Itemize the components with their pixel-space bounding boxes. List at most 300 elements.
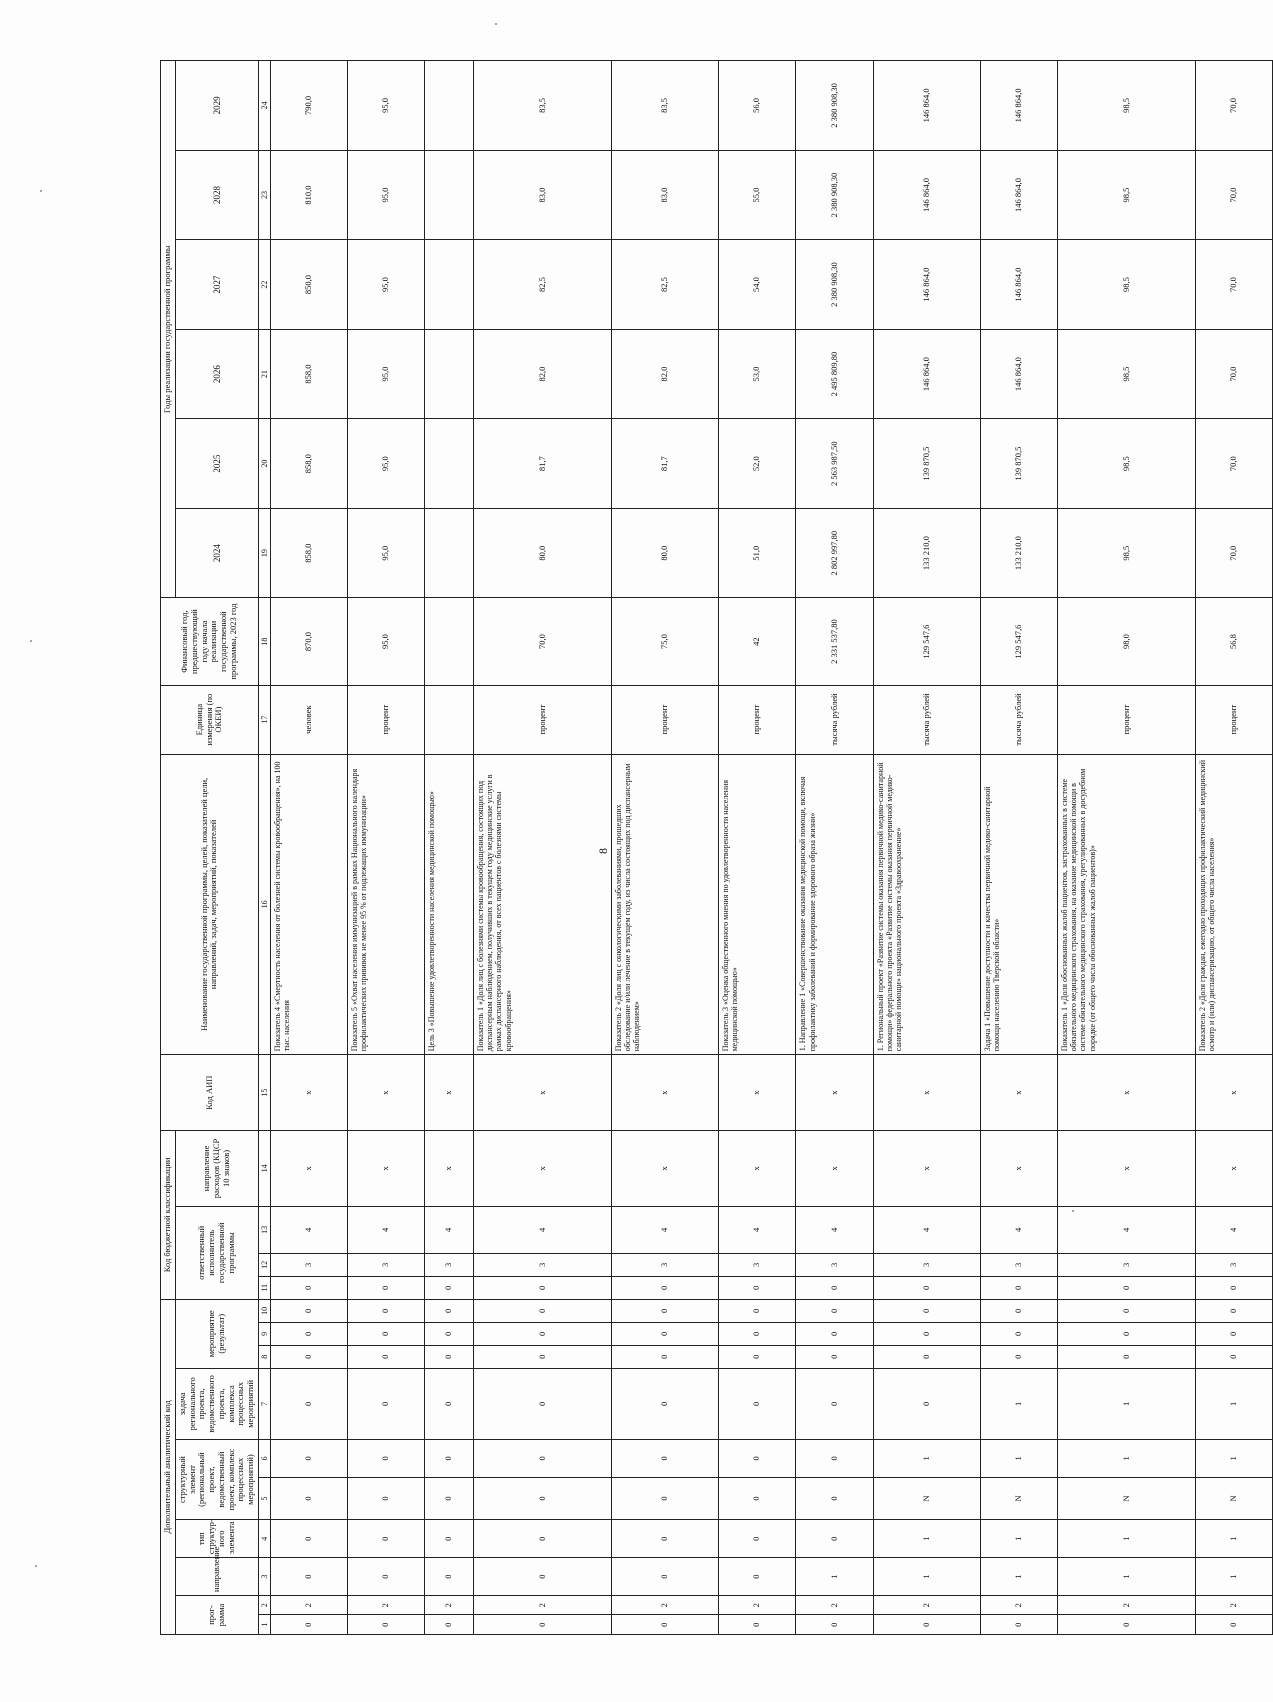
indicator-name-cell: Задача 1 «Повышение доступности и качества первичной медико-санитарной помощи населению Тверской области» bbox=[980, 754, 1057, 1055]
code-cell: 0 bbox=[474, 1368, 612, 1439]
code-cell: 0 bbox=[474, 1322, 612, 1345]
indicator-name-cell: 1. Региональный проект «Развитие системы оказания первичной медико-санитарной помощи» федерального проекта «Развитие системы оказания первичной медико-санитарной помощи» национального проекта «Здравоохранение» bbox=[873, 754, 980, 1055]
year-value-cell: 80,0 bbox=[474, 508, 612, 598]
code-cell: 0 bbox=[719, 1558, 796, 1596]
code-cell: 3 bbox=[1058, 1253, 1196, 1276]
code-cell: 0 bbox=[271, 1276, 348, 1299]
code-cell: x bbox=[611, 1131, 718, 1207]
table-row bbox=[719, 61, 796, 1635]
year-value-cell: 51,0 bbox=[719, 508, 796, 598]
indicator-name-cell: Показатель 2 «Доля граждан, ежегодно проходящих профилактический медицинский осмотр и (или) диспансеризацию, от общего числа населения» bbox=[1195, 754, 1272, 1055]
code-cell: 4 bbox=[873, 1206, 980, 1253]
code-cell: 0 bbox=[980, 1322, 1057, 1345]
year-value-cell: 82,5 bbox=[474, 240, 612, 330]
year-value-cell: 83,0 bbox=[611, 150, 718, 240]
year-value-cell: 133 210,0 bbox=[980, 508, 1057, 598]
code-cell: 2 bbox=[980, 1596, 1057, 1616]
base-year-value-cell: 70,0 bbox=[474, 598, 612, 685]
code-cell: 0 bbox=[1195, 1322, 1272, 1345]
column-number: 8 bbox=[258, 1345, 270, 1368]
column-number: 11 bbox=[258, 1276, 270, 1299]
code-cell: 0 bbox=[980, 1345, 1057, 1368]
code-cell: 3 bbox=[719, 1253, 796, 1276]
code-cell: x bbox=[611, 1055, 718, 1131]
indicator-name-cell: Показатель 1 «Доля лиц с болезнями системы кровообращения, состоящих под диспансерным наблюдением, получивших в текущем году медицинские услуги в рамках диспансерного наблюдения, от всех пациентов с болезнями системы кровообращения» bbox=[474, 754, 612, 1055]
aip-code-header: Код АИП bbox=[161, 1055, 259, 1131]
code-cell: 0 bbox=[271, 1477, 348, 1519]
year-value-cell: 2 380 908,30 bbox=[796, 150, 873, 240]
code-cell: 4 bbox=[611, 1206, 718, 1253]
code-cell: 3 bbox=[474, 1253, 612, 1276]
year-value-cell: 858,0 bbox=[271, 508, 348, 598]
code-cell: 0 bbox=[348, 1477, 425, 1519]
code-cell: 1 bbox=[1058, 1368, 1196, 1439]
code-cell: 2 bbox=[425, 1596, 474, 1616]
column-number: 24 bbox=[258, 61, 270, 151]
code-cell: 0 bbox=[611, 1439, 718, 1477]
column-number-row bbox=[258, 61, 270, 1635]
year-value-cell: 82,0 bbox=[474, 329, 612, 419]
struct-element-header: структурный элемент (региональный проект, ведомственный проект, комплекс процессных мероприятий) bbox=[175, 1439, 258, 1519]
code-cell: 0 bbox=[425, 1477, 474, 1519]
code-cell: 4 bbox=[796, 1206, 873, 1253]
year-value-cell: 83,5 bbox=[611, 61, 718, 151]
scan-speck bbox=[495, 23, 497, 25]
code-cell: 4 bbox=[1058, 1206, 1196, 1253]
year-value-cell: 82,5 bbox=[611, 240, 718, 330]
code-cell: 0 bbox=[1058, 1299, 1196, 1322]
code-cell: 0 bbox=[348, 1439, 425, 1477]
year-value-cell: 810,0 bbox=[271, 150, 348, 240]
code-cell: 0 bbox=[1195, 1615, 1272, 1635]
code-cell: 0 bbox=[1195, 1345, 1272, 1368]
year-value-cell: 98,5 bbox=[1058, 150, 1196, 240]
indicator-name-cell: Показатель 4 «Смертность населения от болезней системы кровообращения», на 100 тыс. населения bbox=[271, 754, 348, 1055]
code-cell: x bbox=[271, 1131, 348, 1207]
code-cell: 2 bbox=[1058, 1596, 1196, 1616]
year-value-cell: 146 864,0 bbox=[873, 240, 980, 330]
base-year-header: Финансовый год, предшествующий году начала реализации государственной программы, 2023 год bbox=[161, 598, 259, 685]
code-cell: 0 bbox=[980, 1615, 1057, 1635]
code-cell: 0 bbox=[873, 1368, 980, 1439]
code-cell: 0 bbox=[348, 1299, 425, 1322]
code-cell: 0 bbox=[474, 1345, 612, 1368]
code-cell: 0 bbox=[796, 1299, 873, 1322]
code-cell: 0 bbox=[271, 1322, 348, 1345]
code-cell: 1 bbox=[980, 1558, 1057, 1596]
code-cell: 0 bbox=[348, 1276, 425, 1299]
code-cell: 0 bbox=[719, 1439, 796, 1477]
code-cell: 0 bbox=[796, 1615, 873, 1635]
year-value-cell: 52,0 bbox=[719, 419, 796, 509]
code-cell: 0 bbox=[873, 1345, 980, 1368]
indicator-name-cell: Цель 3 «Повышение удовлетворенности населения медицинской помощью» bbox=[425, 754, 474, 1055]
code-cell: 4 bbox=[719, 1206, 796, 1253]
code-cell: 1 bbox=[1195, 1368, 1272, 1439]
year-value-cell: 139 870,5 bbox=[980, 419, 1057, 509]
code-cell: 0 bbox=[719, 1345, 796, 1368]
year-2029-header: 2029 bbox=[175, 61, 258, 151]
header-row-top bbox=[161, 61, 176, 1635]
code-cell: 1 bbox=[980, 1520, 1057, 1558]
code-cell: 2 bbox=[611, 1596, 718, 1616]
table-row bbox=[425, 61, 474, 1635]
year-value-cell: 56,0 bbox=[719, 61, 796, 151]
code-cell: x bbox=[1195, 1131, 1272, 1207]
year-value-cell: 95,0 bbox=[348, 508, 425, 598]
code-cell: 0 bbox=[611, 1345, 718, 1368]
year-value-cell: 850,0 bbox=[271, 240, 348, 330]
code-cell: 0 bbox=[719, 1477, 796, 1519]
indicator-name-cell: Показатель 1 «Доля обоснованных жалоб пациентов, застрахованных в системе обязательного медицинского страхования, на оказание медицинской помощи в системе обязательного медицинского страхования, урегулированных в досудебном порядке (от общего числа обоснованных жалоб пациентов)» bbox=[1058, 754, 1196, 1055]
code-cell: 0 bbox=[425, 1520, 474, 1558]
column-number: 16 bbox=[258, 754, 270, 1055]
year-2028-header: 2028 bbox=[175, 150, 258, 240]
code-cell: 1 bbox=[1058, 1520, 1196, 1558]
code-cell: 0 bbox=[474, 1520, 612, 1558]
code-cell: 0 bbox=[1058, 1615, 1196, 1635]
year-value-cell: 98,5 bbox=[1058, 419, 1196, 509]
code-cell: 1 bbox=[1058, 1558, 1196, 1596]
code-cell: 0 bbox=[425, 1276, 474, 1299]
code-cell: x bbox=[348, 1055, 425, 1131]
year-value-cell bbox=[425, 329, 474, 419]
scan-speck bbox=[40, 190, 42, 192]
code-cell: N bbox=[1058, 1477, 1196, 1519]
column-number: 4 bbox=[258, 1520, 270, 1558]
code-cell: x bbox=[425, 1055, 474, 1131]
code-cell: 0 bbox=[719, 1615, 796, 1635]
code-cell: 0 bbox=[796, 1520, 873, 1558]
year-value-cell: 95,0 bbox=[348, 61, 425, 151]
code-cell: 0 bbox=[271, 1558, 348, 1596]
year-value-cell: 95,0 bbox=[348, 329, 425, 419]
code-cell: 0 bbox=[611, 1477, 718, 1519]
code-cell: x bbox=[796, 1055, 873, 1131]
code-cell: 3 bbox=[348, 1253, 425, 1276]
unit-cell: процент bbox=[1195, 685, 1272, 754]
table-row bbox=[980, 61, 1057, 1635]
code-cell: x bbox=[719, 1131, 796, 1207]
year-value-cell: 98,5 bbox=[1058, 508, 1196, 598]
year-value-cell: 70,0 bbox=[1195, 240, 1272, 330]
measure-header: мероприятие (результат) bbox=[175, 1299, 258, 1368]
code-cell: 3 bbox=[611, 1253, 718, 1276]
code-cell: 1 bbox=[873, 1520, 980, 1558]
code-cell: 2 bbox=[796, 1596, 873, 1616]
base-year-value-cell: 95,0 bbox=[348, 598, 425, 685]
table-row bbox=[1195, 61, 1272, 1635]
year-value-cell: 70,0 bbox=[1195, 508, 1272, 598]
code-cell: x bbox=[1195, 1055, 1272, 1131]
task-header: задача регионального проекта, ведомственного проекта, комплекса процессных мероприятий bbox=[175, 1368, 258, 1439]
year-value-cell bbox=[425, 61, 474, 151]
code-cell: 0 bbox=[271, 1368, 348, 1439]
year-value-cell: 139 870,5 bbox=[873, 419, 980, 509]
table-row bbox=[611, 61, 718, 1635]
code-cell: 0 bbox=[474, 1477, 612, 1519]
years-header: Годы реализации государственной программы bbox=[161, 61, 176, 598]
code-cell: x bbox=[425, 1131, 474, 1207]
code-cell: x bbox=[873, 1055, 980, 1131]
table-row bbox=[474, 61, 612, 1635]
year-value-cell: 146 864,0 bbox=[873, 150, 980, 240]
unit-cell: процент bbox=[1058, 685, 1196, 754]
unit-cell bbox=[425, 685, 474, 754]
code-cell: 1 bbox=[980, 1439, 1057, 1477]
year-value-cell: 83,5 bbox=[474, 61, 612, 151]
code-cell: 0 bbox=[611, 1322, 718, 1345]
code-cell: 0 bbox=[611, 1276, 718, 1299]
year-value-cell: 133 210,0 bbox=[873, 508, 980, 598]
program-header: прог-рамма bbox=[175, 1596, 258, 1635]
code-cell: 0 bbox=[719, 1368, 796, 1439]
code-cell: 1 bbox=[796, 1558, 873, 1596]
year-value-cell: 81,7 bbox=[611, 419, 718, 509]
year-value-cell: 70,0 bbox=[1195, 329, 1272, 419]
code-cell: 0 bbox=[425, 1615, 474, 1635]
year-value-cell: 858,0 bbox=[271, 419, 348, 509]
year-value-cell: 146 864,0 bbox=[980, 61, 1057, 151]
code-cell: 4 bbox=[474, 1206, 612, 1253]
code-cell: 4 bbox=[348, 1206, 425, 1253]
column-number: 15 bbox=[258, 1055, 270, 1131]
code-cell: 0 bbox=[271, 1615, 348, 1635]
column-number: 14 bbox=[258, 1131, 270, 1207]
table-row bbox=[873, 61, 980, 1635]
code-cell: 0 bbox=[348, 1520, 425, 1558]
code-cell: x bbox=[271, 1055, 348, 1131]
code-cell: 0 bbox=[796, 1322, 873, 1345]
code-cell: 2 bbox=[348, 1596, 425, 1616]
code-cell: 1 bbox=[1195, 1558, 1272, 1596]
code-cell: 1 bbox=[1195, 1439, 1272, 1477]
code-cell: 0 bbox=[796, 1439, 873, 1477]
code-cell: 0 bbox=[611, 1368, 718, 1439]
direction-header: направление bbox=[175, 1558, 258, 1596]
column-number: 22 bbox=[258, 240, 270, 330]
code-cell: 0 bbox=[1195, 1299, 1272, 1322]
code-cell: 0 bbox=[425, 1322, 474, 1345]
year-2026-header: 2026 bbox=[175, 329, 258, 419]
code-cell: 1 bbox=[1195, 1520, 1272, 1558]
indicator-name-cell: Показатель 5 «Охват населения иммунизацией в рамках Национального календаря профилактических прививок не менее 95 % от подлежащих иммунизации» bbox=[348, 754, 425, 1055]
code-cell: 0 bbox=[796, 1368, 873, 1439]
year-value-cell: 70,0 bbox=[1195, 419, 1272, 509]
base-year-value-cell: 98,0 bbox=[1058, 598, 1196, 685]
year-value-cell: 146 864,0 bbox=[980, 150, 1057, 240]
column-number: 20 bbox=[258, 419, 270, 509]
year-value-cell: 858,0 bbox=[271, 329, 348, 419]
year-value-cell: 95,0 bbox=[348, 240, 425, 330]
column-number: 10 bbox=[258, 1299, 270, 1322]
code-cell: 4 bbox=[980, 1206, 1057, 1253]
code-cell: N bbox=[980, 1477, 1057, 1519]
column-number: 2 bbox=[258, 1596, 270, 1616]
code-cell: 0 bbox=[271, 1299, 348, 1322]
year-value-cell: 95,0 bbox=[348, 150, 425, 240]
year-2025-header: 2025 bbox=[175, 419, 258, 509]
unit-cell: процент bbox=[474, 685, 612, 754]
code-cell: 0 bbox=[425, 1368, 474, 1439]
code-cell: 2 bbox=[271, 1596, 348, 1616]
year-value-cell: 80,0 bbox=[611, 508, 718, 598]
code-cell: x bbox=[474, 1131, 612, 1207]
base-year-value-cell bbox=[425, 598, 474, 685]
column-number: 1 bbox=[258, 1615, 270, 1635]
year-value-cell bbox=[425, 150, 474, 240]
year-value-cell bbox=[425, 419, 474, 509]
code-cell: 0 bbox=[348, 1345, 425, 1368]
code-cell: x bbox=[873, 1131, 980, 1207]
page-number: 8 bbox=[596, 848, 610, 854]
code-cell: x bbox=[980, 1131, 1057, 1207]
code-cell: 0 bbox=[719, 1322, 796, 1345]
code-cell: 4 bbox=[425, 1206, 474, 1253]
year-value-cell: 146 864,0 bbox=[873, 61, 980, 151]
column-number: 7 bbox=[258, 1368, 270, 1439]
column-number: 23 bbox=[258, 150, 270, 240]
unit-cell: процент bbox=[348, 685, 425, 754]
code-cell: 0 bbox=[348, 1368, 425, 1439]
year-value-cell: 55,0 bbox=[719, 150, 796, 240]
column-number: 5 bbox=[258, 1477, 270, 1519]
year-value-cell: 70,0 bbox=[1195, 150, 1272, 240]
unit-cell: процент bbox=[611, 685, 718, 754]
code-cell: x bbox=[348, 1131, 425, 1207]
unit-cell: человек bbox=[271, 685, 348, 754]
code-cell: 0 bbox=[873, 1615, 980, 1635]
code-cell: 0 bbox=[474, 1558, 612, 1596]
code-cell: 0 bbox=[719, 1299, 796, 1322]
program-indicators-table bbox=[160, 60, 1273, 1635]
code-cell: 3 bbox=[873, 1253, 980, 1276]
code-cell: 0 bbox=[980, 1276, 1057, 1299]
code-cell: 0 bbox=[980, 1299, 1057, 1322]
code-cell: 3 bbox=[271, 1253, 348, 1276]
scan-speck bbox=[30, 640, 32, 642]
base-year-value-cell: 42 bbox=[719, 598, 796, 685]
code-cell: 0 bbox=[796, 1477, 873, 1519]
year-value-cell: 54,0 bbox=[719, 240, 796, 330]
base-year-value-cell: 129 547,6 bbox=[873, 598, 980, 685]
code-cell: 0 bbox=[611, 1520, 718, 1558]
code-cell: 0 bbox=[1195, 1276, 1272, 1299]
code-cell: 0 bbox=[348, 1322, 425, 1345]
scan-speck bbox=[35, 1565, 37, 1567]
year-value-cell: 81,7 bbox=[474, 419, 612, 509]
expense-direction-header: направление расходов (КЦСР 10 знаков) bbox=[175, 1131, 258, 1207]
base-year-value-cell: 129 547,6 bbox=[980, 598, 1057, 685]
table-row bbox=[348, 61, 425, 1635]
name-header: Наименование государственной программы, целей, показателей цели, направлений, задач, мероприятий, показателей bbox=[161, 754, 259, 1055]
unit-cell: тысяча рублей bbox=[980, 685, 1057, 754]
base-year-value-cell: 75,0 bbox=[611, 598, 718, 685]
year-value-cell bbox=[425, 240, 474, 330]
unit-cell: тысяча рублей bbox=[873, 685, 980, 754]
code-cell: 0 bbox=[611, 1615, 718, 1635]
code-cell: 0 bbox=[1058, 1276, 1196, 1299]
year-value-cell: 146 864,0 bbox=[980, 329, 1057, 419]
code-cell: x bbox=[474, 1055, 612, 1131]
code-cell: 3 bbox=[980, 1253, 1057, 1276]
code-cell: 1 bbox=[873, 1439, 980, 1477]
table-row bbox=[1058, 61, 1196, 1635]
scan-speck bbox=[1072, 1210, 1074, 1212]
code-cell: 3 bbox=[425, 1253, 474, 1276]
year-value-cell: 98,5 bbox=[1058, 240, 1196, 330]
code-cell: 0 bbox=[873, 1276, 980, 1299]
code-cell: 0 bbox=[873, 1299, 980, 1322]
indicator-name-cell: Показатель 3 «Оценка общественного мнения по удовлетворенности населения медицинской помощью» bbox=[719, 754, 796, 1055]
year-value-cell: 146 864,0 bbox=[873, 329, 980, 419]
column-number: 9 bbox=[258, 1322, 270, 1345]
column-number: 17 bbox=[258, 685, 270, 754]
base-year-value-cell: 2 331 537,80 bbox=[796, 598, 873, 685]
year-2027-header: 2027 bbox=[175, 240, 258, 330]
unit-header: Единица измерения (по ОКЕИ) bbox=[161, 685, 259, 754]
code-cell: x bbox=[1058, 1131, 1196, 1207]
year-value-cell: 95,0 bbox=[348, 419, 425, 509]
table-row bbox=[271, 61, 348, 1635]
code-cell: 0 bbox=[425, 1299, 474, 1322]
code-cell: 0 bbox=[474, 1439, 612, 1477]
code-cell: 0 bbox=[271, 1345, 348, 1368]
code-cell: 0 bbox=[474, 1299, 612, 1322]
code-cell: 1 bbox=[980, 1368, 1057, 1439]
indicator-name-cell: Показатель 2 «Доля лиц с онкологическими заболеваниями, прошедших обследование и/или лечение в текущем году, из числа состоящих под диспансерным наблюдением» bbox=[611, 754, 718, 1055]
code-cell: 0 bbox=[425, 1345, 474, 1368]
code-cell: 0 bbox=[271, 1520, 348, 1558]
year-value-cell bbox=[425, 508, 474, 598]
column-number: 12 bbox=[258, 1253, 270, 1276]
column-number: 19 bbox=[258, 508, 270, 598]
code-cell: 3 bbox=[796, 1253, 873, 1276]
code-cell: 2 bbox=[719, 1596, 796, 1616]
code-cell: 0 bbox=[611, 1558, 718, 1596]
code-cell: x bbox=[719, 1055, 796, 1131]
code-cell: x bbox=[796, 1131, 873, 1207]
year-2024-header: 2024 bbox=[175, 508, 258, 598]
column-number: 13 bbox=[258, 1206, 270, 1253]
code-cell: 0 bbox=[873, 1322, 980, 1345]
year-value-cell: 83,0 bbox=[474, 150, 612, 240]
code-cell: 0 bbox=[1058, 1322, 1196, 1345]
code-cell: 0 bbox=[271, 1439, 348, 1477]
unit-cell: процент bbox=[719, 685, 796, 754]
year-value-cell: 790,0 bbox=[271, 61, 348, 151]
column-number: 18 bbox=[258, 598, 270, 685]
year-value-cell: 82,0 bbox=[611, 329, 718, 419]
code-cell: 1 bbox=[873, 1558, 980, 1596]
year-value-cell: 2 802 997,80 bbox=[796, 508, 873, 598]
year-value-cell: 53,0 bbox=[719, 329, 796, 419]
budget-code-header: Код бюджетной классификации bbox=[161, 1131, 176, 1300]
code-cell: 4 bbox=[1195, 1206, 1272, 1253]
code-cell: 4 bbox=[271, 1206, 348, 1253]
code-cell: 2 bbox=[474, 1596, 612, 1616]
code-cell: 3 bbox=[1195, 1253, 1272, 1276]
code-cell: 0 bbox=[611, 1299, 718, 1322]
year-value-cell: 2 495 809,80 bbox=[796, 329, 873, 419]
code-cell: N bbox=[1195, 1477, 1272, 1519]
year-value-cell: 70,0 bbox=[1195, 61, 1272, 151]
code-cell: 0 bbox=[796, 1345, 873, 1368]
code-cell: 0 bbox=[348, 1615, 425, 1635]
year-value-cell: 98,5 bbox=[1058, 329, 1196, 419]
column-number: 6 bbox=[258, 1439, 270, 1477]
year-value-cell: 146 864,0 bbox=[980, 240, 1057, 330]
